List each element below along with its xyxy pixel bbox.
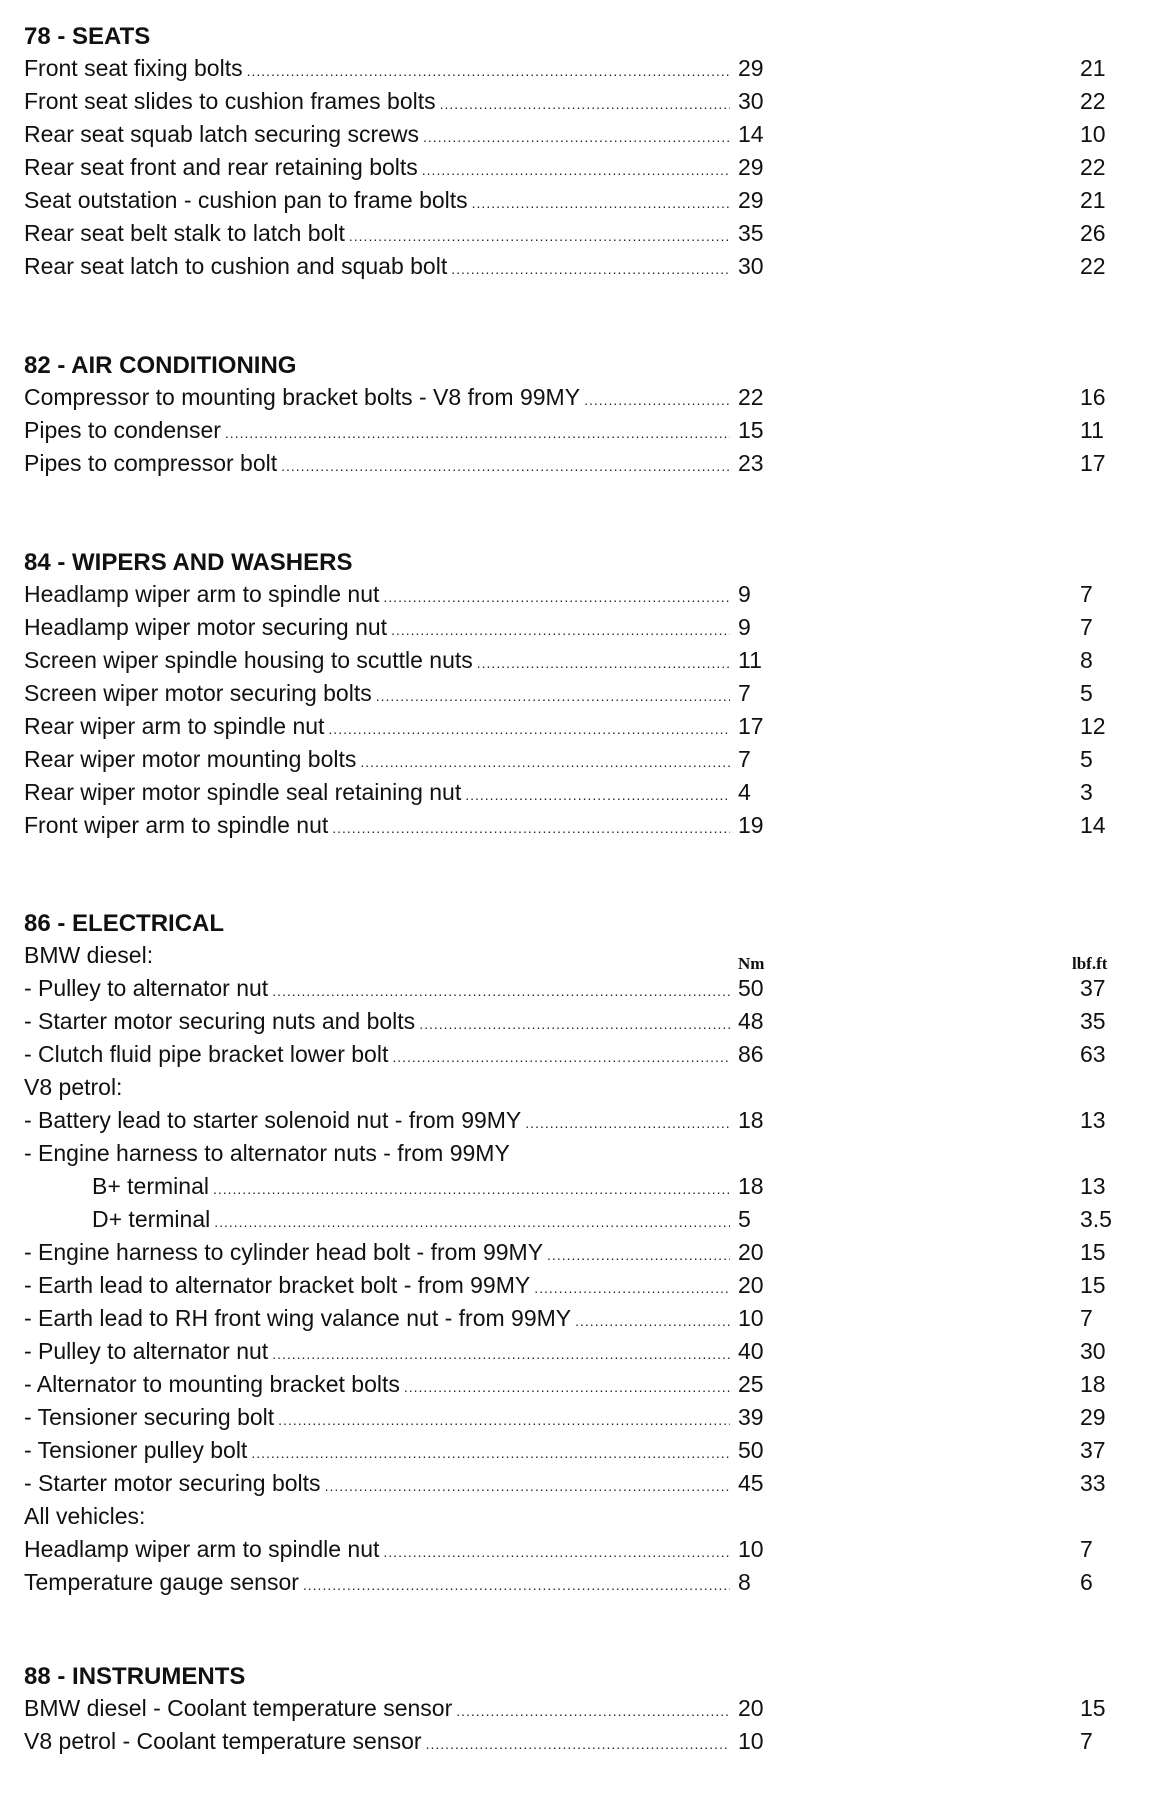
dot-leader — [281, 450, 730, 483]
spec-row — [24, 644, 1134, 677]
spec-row — [24, 611, 1134, 644]
spec-label: - Tensioner securing bolt — [24, 1404, 275, 1430]
torque-nm: 17 — [738, 713, 764, 739]
spec-label: Front seat slides to cushion frames bolts — [24, 88, 436, 114]
spec-row — [24, 743, 1134, 776]
section-title: 88 - INSTRUMENTS — [24, 1663, 246, 1690]
spec-label: - Alternator to mounting bracket bolts — [24, 1371, 400, 1397]
spec-label: - Battery lead to starter solenoid nut - from 99MY — [24, 1107, 522, 1133]
dot-leader — [213, 1173, 730, 1206]
spec-row — [24, 1533, 1134, 1566]
torque-nm: 30 — [738, 253, 764, 279]
torque-lbf-ft: 22 — [1080, 88, 1106, 114]
dot-leader — [303, 1569, 730, 1602]
torque-nm: 9 — [738, 581, 751, 607]
torque-lbf-ft: 16 — [1080, 384, 1106, 410]
dot-leader — [272, 1338, 730, 1371]
dot-leader — [392, 1041, 730, 1074]
torque-nm: 10 — [738, 1536, 764, 1562]
spec-label: Headlamp wiper arm to spindle nut — [24, 1536, 380, 1562]
torque-nm: 39 — [738, 1404, 764, 1430]
spec-row — [24, 184, 1134, 217]
spec-label: Screen wiper motor securing bolts — [24, 680, 372, 706]
torque-nm: 18 — [738, 1107, 764, 1133]
torque-lbf-ft: 18 — [1080, 1371, 1106, 1397]
torque-nm: 29 — [738, 154, 764, 180]
torque-lbf-ft: 22 — [1080, 253, 1106, 279]
spec-row — [24, 1005, 1134, 1038]
spec-label: All vehicles: — [24, 1503, 146, 1529]
spec-row — [24, 151, 1134, 184]
dot-leader — [477, 647, 730, 680]
torque-lbf-ft: 10 — [1080, 121, 1106, 147]
torque-nm: 7 — [738, 680, 751, 706]
section-title: 82 - AIR CONDITIONING — [24, 352, 297, 379]
spec-row — [24, 972, 1134, 1005]
dot-leader — [391, 614, 730, 647]
spec-label: - Engine harness to alternator nuts - from 99MY — [24, 1140, 510, 1166]
torque-lbf-ft: 7 — [1080, 581, 1093, 607]
torque-lbf-ft: 6 — [1080, 1569, 1093, 1595]
torque-nm: 50 — [738, 975, 764, 1001]
spec-row — [24, 1467, 1134, 1500]
spec-row — [24, 414, 1134, 447]
torque-nm: 14 — [738, 121, 764, 147]
section — [24, 351, 1134, 480]
section — [24, 22, 1134, 283]
spec-label: - Starter motor securing bolts — [24, 1470, 321, 1496]
torque-nm: 10 — [738, 1305, 764, 1331]
spec-row — [24, 1269, 1134, 1302]
torque-nm: 20 — [738, 1695, 764, 1721]
spec-label: V8 petrol: — [24, 1074, 123, 1100]
spec-label: - Earth lead to RH front wing valance nut - from 99MY — [24, 1305, 572, 1331]
torque-lbf-ft: 12 — [1080, 713, 1106, 739]
torque-nm: 7 — [738, 746, 751, 772]
torque-nm: 35 — [738, 220, 764, 246]
spec-label: Rear seat belt stalk to latch bolt — [24, 220, 345, 246]
torque-nm: 8 — [738, 1569, 751, 1595]
spec-label: - Tensioner pulley bolt — [24, 1437, 248, 1463]
spec-label: - Earth lead to alternator bracket bolt - from 99MY — [24, 1272, 531, 1298]
spec-label: Temperature gauge sensor — [24, 1569, 299, 1595]
spec-row — [24, 1104, 1134, 1137]
torque-nm: 11 — [738, 647, 762, 673]
spec-row — [24, 1170, 1134, 1203]
section-title: 84 - WIPERS AND WASHERS — [24, 549, 353, 576]
spec-row — [24, 1368, 1134, 1401]
dot-leader — [575, 1305, 730, 1338]
torque-nm: 40 — [738, 1338, 764, 1364]
torque-nm: 23 — [738, 450, 764, 476]
spec-row — [24, 250, 1134, 283]
torque-lbf-ft: 26 — [1080, 220, 1106, 246]
spec-label: Rear seat front and rear retaining bolts — [24, 154, 418, 180]
dot-leader — [547, 1239, 730, 1272]
torque-lbf-ft: 22 — [1080, 154, 1106, 180]
spec-row — [24, 447, 1134, 480]
spec-row — [24, 52, 1134, 85]
dot-leader — [383, 1536, 730, 1569]
dot-leader — [383, 581, 730, 614]
torque-lbf-ft: 5 — [1080, 680, 1093, 706]
spec-row — [24, 1566, 1134, 1599]
unit-header-lbf-ft: lbf.ft — [1072, 954, 1108, 973]
dot-leader — [422, 154, 730, 187]
dot-leader — [251, 1437, 730, 1470]
torque-lbf-ft: 13 — [1080, 1173, 1106, 1199]
spec-label: - Pulley to alternator nut — [24, 975, 269, 1001]
dot-leader — [272, 975, 730, 1008]
spec-label: - Pulley to alternator nut — [24, 1338, 269, 1364]
dot-leader — [360, 746, 730, 779]
spec-row — [24, 677, 1134, 710]
torque-nm: 45 — [738, 1470, 764, 1496]
spec-label: Rear wiper motor mounting bolts — [24, 746, 357, 772]
torque-nm: 20 — [738, 1272, 764, 1298]
spec-label: Rear wiper motor spindle seal retaining nut — [24, 779, 462, 805]
torque-lbf-ft: 3 — [1080, 779, 1093, 805]
torque-nm: 15 — [738, 417, 764, 443]
spec-label: Front seat fixing bolts — [24, 55, 243, 81]
spec-row — [24, 1302, 1134, 1335]
torque-lbf-ft: 8 — [1080, 647, 1093, 673]
dot-leader — [278, 1404, 730, 1437]
dot-leader — [214, 1206, 730, 1239]
torque-lbf-ft: 7 — [1080, 1305, 1093, 1331]
dot-leader — [225, 417, 730, 450]
torque-lbf-ft: 37 — [1080, 975, 1106, 1001]
torque-lbf-ft: 15 — [1080, 1272, 1106, 1298]
spec-label: Compressor to mounting bracket bolts - V8 from 99MY — [24, 384, 581, 410]
spec-label: Seat outstation - cushion pan to frame bolts — [24, 187, 468, 213]
spec-label: Headlamp wiper motor securing nut — [24, 614, 388, 640]
dot-leader — [325, 1470, 730, 1503]
torque-lbf-ft: 17 — [1080, 450, 1106, 476]
dot-leader — [376, 680, 730, 713]
torque-nm: 4 — [738, 779, 751, 805]
spec-subheading — [24, 1137, 1134, 1170]
torque-lbf-ft: 5 — [1080, 746, 1093, 772]
dot-leader — [534, 1272, 730, 1305]
spec-label: Screen wiper spindle housing to scuttle nuts — [24, 647, 473, 673]
torque-lbf-ft: 37 — [1080, 1437, 1106, 1463]
spec-row — [24, 381, 1134, 414]
dot-leader — [451, 253, 730, 286]
spec-label: Pipes to condenser — [24, 417, 221, 443]
section-title: 86 - ELECTRICAL — [24, 910, 225, 937]
torque-lbf-ft: 7 — [1080, 1728, 1093, 1754]
torque-lbf-ft: 7 — [1080, 614, 1093, 640]
torque-lbf-ft: 33 — [1080, 1470, 1106, 1496]
spec-label: Headlamp wiper arm to spindle nut — [24, 581, 380, 607]
torque-lbf-ft: 21 — [1080, 187, 1106, 213]
dot-leader — [404, 1371, 730, 1404]
spec-label: V8 petrol - Coolant temperature sensor — [24, 1728, 422, 1754]
spec-label: Rear seat latch to cushion and squab bolt — [24, 253, 448, 279]
spec-row — [24, 1434, 1134, 1467]
spec-label: BMW diesel - Coolant temperature sensor — [24, 1695, 453, 1721]
dot-leader — [247, 55, 730, 88]
dot-leader — [525, 1107, 730, 1140]
dot-leader — [419, 1008, 730, 1041]
torque-lbf-ft: 11 — [1080, 417, 1104, 443]
spec-label: Front wiper arm to spindle nut — [24, 812, 329, 838]
torque-nm: 25 — [738, 1371, 764, 1397]
torque-nm: 29 — [738, 187, 764, 213]
torque-nm: 10 — [738, 1728, 764, 1754]
torque-lbf-ft: 7 — [1080, 1536, 1093, 1562]
torque-lbf-ft: 13 — [1080, 1107, 1106, 1133]
torque-nm: 5 — [738, 1206, 751, 1232]
spec-row — [24, 776, 1134, 809]
dot-leader — [332, 812, 730, 845]
torque-nm: 20 — [738, 1239, 764, 1265]
spec-subheading — [24, 939, 1134, 972]
spec-label: - Starter motor securing nuts and bolts — [24, 1008, 416, 1034]
torque-nm: 48 — [738, 1008, 764, 1034]
dot-leader — [349, 220, 730, 253]
dot-leader — [328, 713, 730, 746]
torque-lbf-ft: 21 — [1080, 55, 1106, 81]
torque-lbf-ft: 15 — [1080, 1695, 1106, 1721]
dot-leader — [423, 121, 730, 154]
spec-label: B+ terminal — [92, 1173, 209, 1199]
dot-leader — [584, 384, 730, 417]
dot-leader — [456, 1695, 730, 1728]
section — [24, 1662, 1134, 1758]
spec-label: Rear seat squab latch securing screws — [24, 121, 420, 147]
unit-header-nm: Nm — [738, 954, 765, 973]
spec-subheading — [24, 1071, 1134, 1104]
section-title: 78 - SEATS — [24, 23, 151, 50]
torque-lbf-ft: 15 — [1080, 1239, 1106, 1265]
spec-label: D+ terminal — [92, 1206, 211, 1232]
spec-label: Rear wiper arm to spindle nut — [24, 713, 325, 739]
torque-nm: 22 — [738, 384, 764, 410]
spec-row — [24, 118, 1134, 151]
spec-row — [24, 1038, 1134, 1071]
spec-subheading — [24, 1500, 1134, 1533]
spec-row — [24, 1725, 1134, 1758]
spec-row — [24, 1401, 1134, 1434]
spec-row — [24, 578, 1134, 611]
torque-nm: 29 — [738, 55, 764, 81]
torque-lbf-ft: 29 — [1080, 1404, 1106, 1430]
torque-nm: 86 — [738, 1041, 764, 1067]
spec-label: - Clutch fluid pipe bracket lower bolt — [24, 1041, 389, 1067]
dot-leader — [440, 88, 730, 121]
torque-lbf-ft: 3.5 — [1080, 1206, 1112, 1232]
torque-lbf-ft: 63 — [1080, 1041, 1106, 1067]
spec-label: BMW diesel: — [24, 942, 154, 968]
spec-row — [24, 217, 1134, 250]
torque-lbf-ft: 30 — [1080, 1338, 1106, 1364]
torque-lbf-ft: 14 — [1080, 812, 1106, 838]
dot-leader — [472, 187, 730, 220]
section — [24, 909, 1134, 1599]
spec-row — [24, 1692, 1134, 1725]
spec-row — [24, 1335, 1134, 1368]
spec-row — [24, 85, 1134, 118]
spec-row — [24, 710, 1134, 743]
spec-row — [24, 809, 1134, 842]
spec-row — [24, 1236, 1134, 1269]
torque-nm: 30 — [738, 88, 764, 114]
spec-label: - Engine harness to cylinder head bolt - from 99MY — [24, 1239, 544, 1265]
dot-leader — [426, 1728, 730, 1761]
section — [24, 548, 1134, 842]
torque-nm: 19 — [738, 812, 764, 838]
torque-nm: 9 — [738, 614, 751, 640]
spec-row — [24, 1203, 1134, 1236]
torque-lbf-ft: 35 — [1080, 1008, 1106, 1034]
spec-label: Pipes to compressor bolt — [24, 450, 278, 476]
dot-leader — [465, 779, 730, 812]
torque-nm: 18 — [738, 1173, 764, 1199]
torque-nm: 50 — [738, 1437, 764, 1463]
